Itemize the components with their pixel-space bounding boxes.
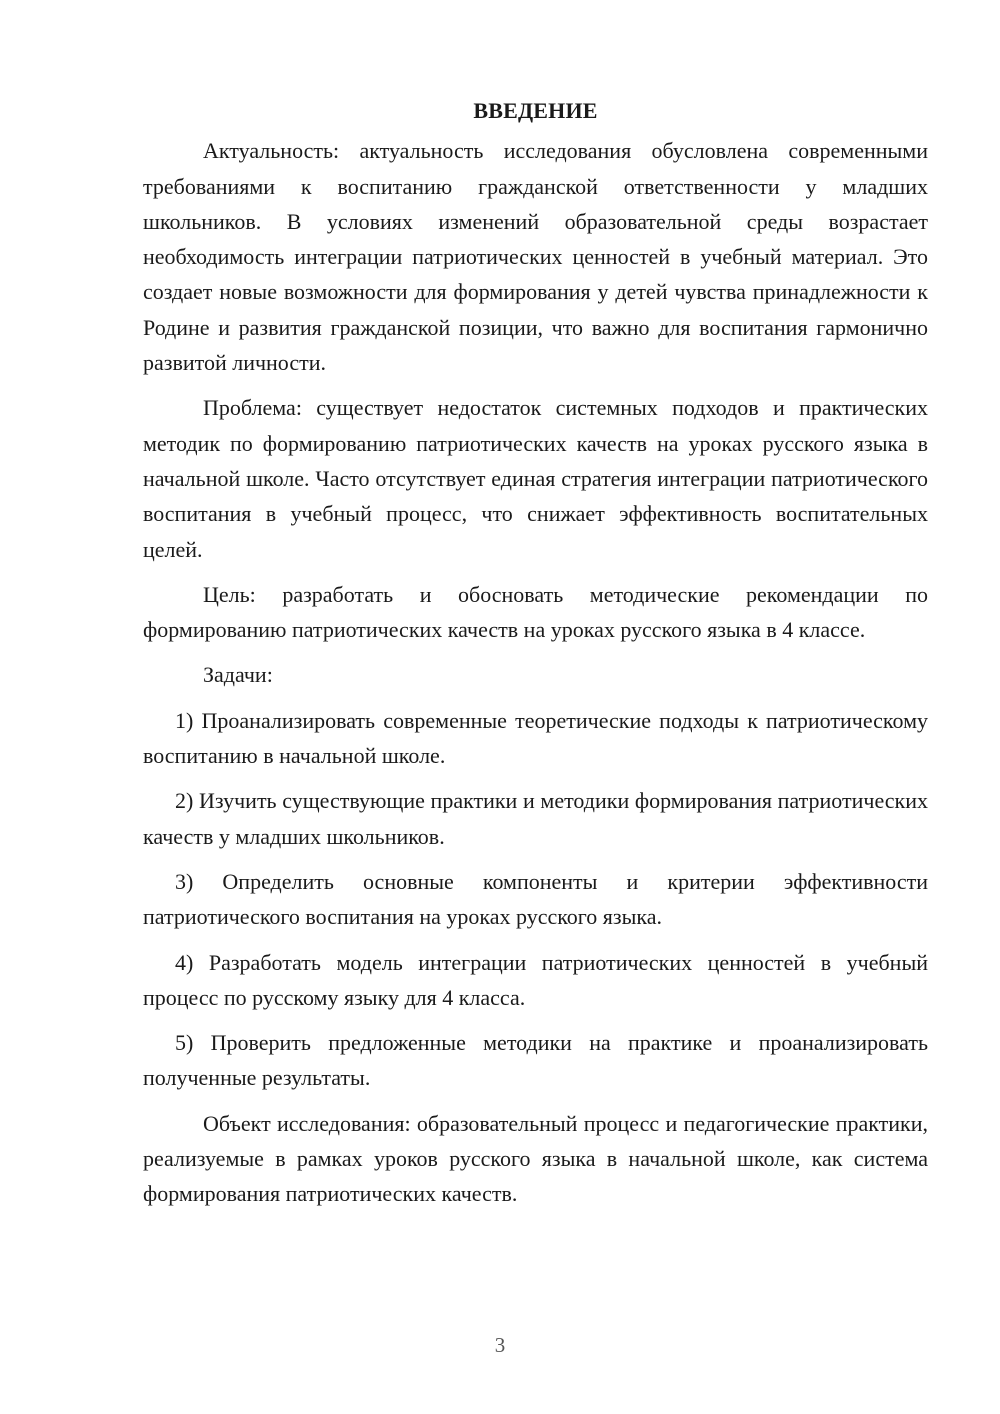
task-text: Изучить существующие практики и методики формирования патриотических качеств у младших школьников. [143, 788, 928, 849]
page-number: 3 [494, 1333, 506, 1357]
paragraph-object: Объект исследования: образовательный процесс и педагогические практики, реализуемые в рамках уроков русского языка в начальной школе, как система формирования патриотических качеств. [143, 1110, 928, 1207]
paragraph-relevance: Актуальность: актуальность исследования обусловлена современными требованиями к воспитанию гражданской ответственности у младших школьников. В условиях изменений образовательной среды возрастает необходимость интеграции патриотических ценностей в учебный материал. Это создает новые возможности для формирования у детей чувства принадлежности к Родине и развития гражданской позиции, что важно для воспитания гармонично развитой личности. [143, 138, 928, 376]
page-title: ВВЕДЕНИЕ [473, 98, 598, 123]
task-number: 2) [175, 788, 194, 814]
task-item [143, 1025, 928, 1096]
task-text: Определить основные компоненты и критерии эффективности патриотического воспитания на уроках русского языка. [143, 868, 928, 930]
task-item [143, 945, 928, 1016]
task-number: 1) [175, 707, 194, 733]
page-content [143, 93, 928, 1212]
task-text: Проанализировать современные теоретические подходы к патриотическому воспитанию в начальной школе. [143, 707, 928, 769]
task-item [143, 864, 928, 935]
paragraph-tasks-heading: Задачи: [203, 662, 273, 688]
task-number: 3) [175, 868, 194, 894]
task-number: 5) [175, 1030, 194, 1056]
paragraph-problem: Проблема: существует недостаток системных подходов и практических методик по формированию патриотических качеств на уроках русского языка в начальной школе. Часто отсутствует единая стратегия интеграции патриотического воспитания в учебный процесс, что снижает эффективность воспитательных целей. [143, 395, 928, 562]
task-text: Проверить предложенные методики на практике и проанализировать полученные результаты. [143, 1030, 929, 1091]
task-item [143, 703, 928, 774]
task-number: 4) [175, 949, 194, 975]
task-text: Разработать модель интеграции патриотических ценностей в учебный процесс по русскому языку для 4 класса. [143, 949, 928, 1010]
paragraph-goal: Цель: разработать и обосновать методические рекомендации по формированию патриотических качеств на уроках русского языка в 4 классе. [143, 581, 928, 643]
task-item [143, 783, 928, 854]
